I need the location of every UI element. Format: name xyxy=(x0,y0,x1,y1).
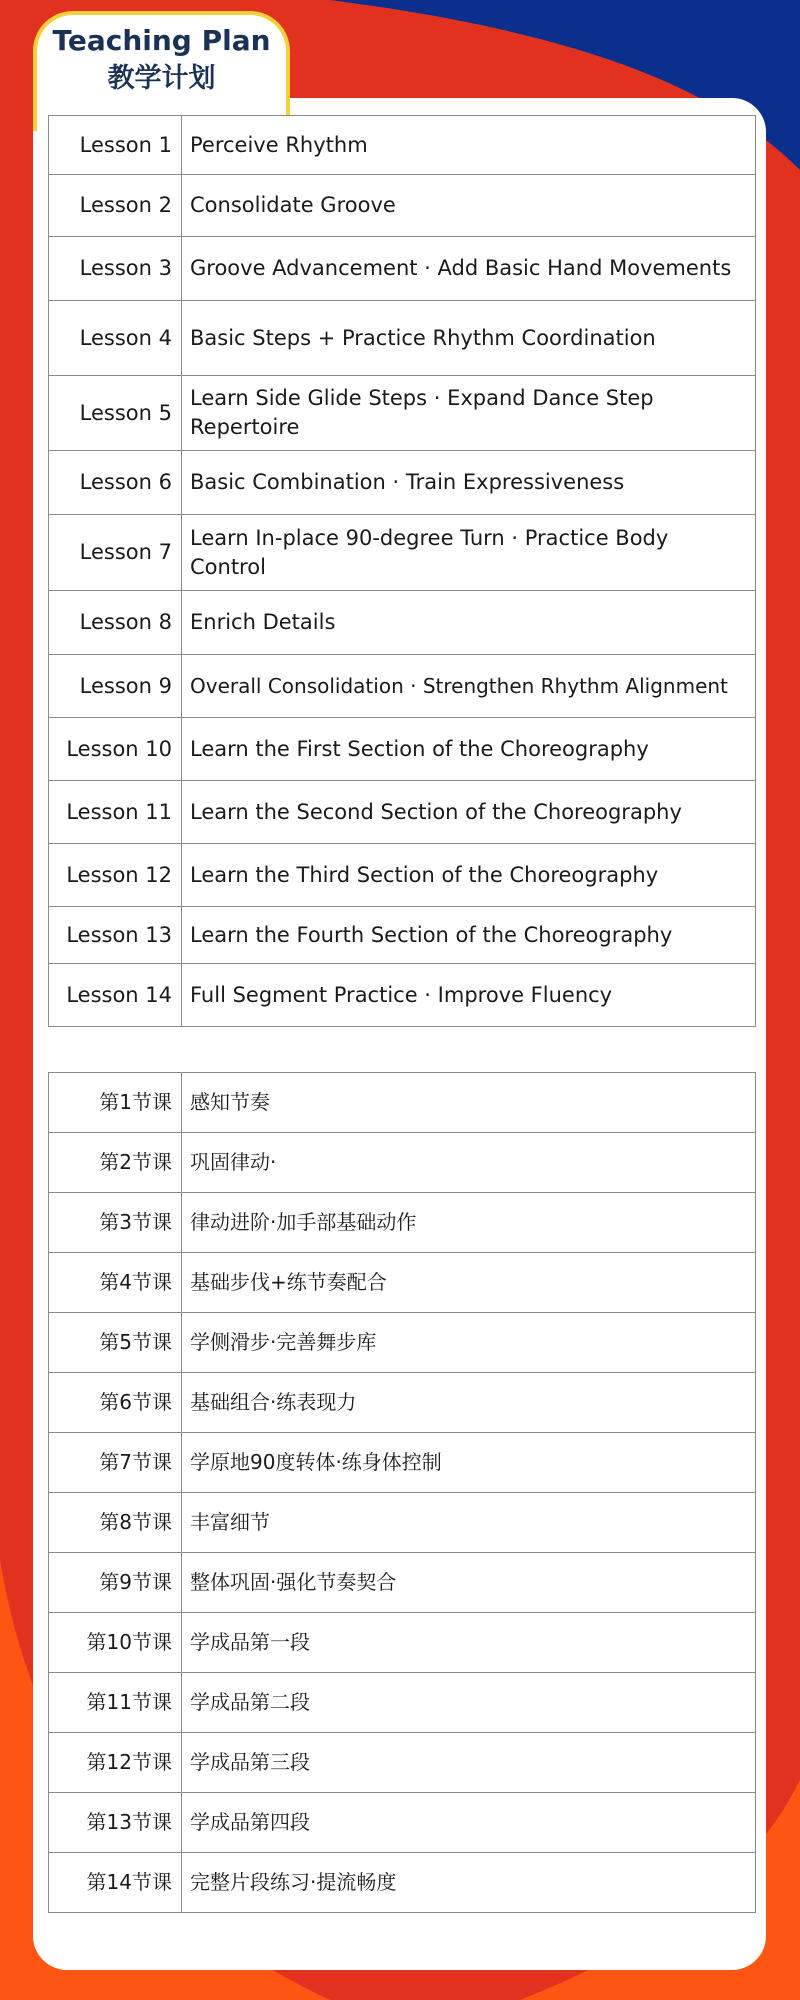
lesson-content: 律动进阶·加手部基础动作 xyxy=(182,1193,756,1253)
lesson-content: Learn Side Glide Steps · Expand Dance Step Repertoire xyxy=(182,376,756,451)
table-row xyxy=(49,1073,756,1133)
table-row xyxy=(49,1613,756,1673)
lesson-number: 第2节课 xyxy=(49,1133,182,1193)
lesson-number: 第12节课 xyxy=(49,1733,182,1793)
lesson-content: 学成品第三段 xyxy=(182,1733,756,1793)
lesson-number: Lesson 8 xyxy=(49,591,182,655)
lesson-content: Basic Combination · Train Expressiveness xyxy=(182,451,756,515)
table-row xyxy=(49,451,756,515)
table-row xyxy=(49,1133,756,1193)
english-lesson-table xyxy=(48,115,756,1027)
lesson-content: Learn the First Section of the Choreography xyxy=(182,718,756,781)
table-row xyxy=(49,781,756,844)
table-row xyxy=(49,301,756,376)
lesson-content: 基础组合·练表现力 xyxy=(182,1373,756,1433)
table-row xyxy=(49,175,756,237)
table-row xyxy=(49,718,756,781)
lesson-content: 巩固律动· xyxy=(182,1133,756,1193)
lesson-content: 学成品第一段 xyxy=(182,1613,756,1673)
lesson-number: Lesson 6 xyxy=(49,451,182,515)
lesson-content: Groove Advancement · Add Basic Hand Movements xyxy=(182,237,756,301)
lesson-content: Learn the Third Section of the Choreography xyxy=(182,844,756,907)
lesson-content: Basic Steps + Practice Rhythm Coordination xyxy=(182,301,756,376)
table-row xyxy=(49,907,756,964)
lesson-content: 学成品第二段 xyxy=(182,1673,756,1733)
lesson-content: Consolidate Groove xyxy=(182,175,756,237)
lesson-content: 丰富细节 xyxy=(182,1493,756,1553)
table-row xyxy=(49,116,756,175)
table-row xyxy=(49,1553,756,1613)
lesson-number: Lesson 1 xyxy=(49,116,182,175)
lesson-number: Lesson 12 xyxy=(49,844,182,907)
lesson-content: Overall Consolidation · Strengthen Rhythm Alignment xyxy=(182,655,756,718)
lesson-number: Lesson 5 xyxy=(49,376,182,451)
table-row xyxy=(49,1793,756,1853)
lesson-number: 第4节课 xyxy=(49,1253,182,1313)
table-row xyxy=(49,1193,756,1253)
table-row xyxy=(49,376,756,451)
lesson-number: Lesson 14 xyxy=(49,964,182,1027)
chinese-lesson-table xyxy=(48,1072,756,1913)
lesson-number: 第10节课 xyxy=(49,1613,182,1673)
lesson-content: 学原地90度转体·练身体控制 xyxy=(182,1433,756,1493)
title-english: Teaching Plan xyxy=(52,24,271,57)
lesson-content: 学成品第四段 xyxy=(182,1793,756,1853)
lesson-number: 第13节课 xyxy=(49,1793,182,1853)
lesson-number: 第1节课 xyxy=(49,1073,182,1133)
lesson-number: Lesson 3 xyxy=(49,237,182,301)
lesson-content: 基础步伐+练节奏配合 xyxy=(182,1253,756,1313)
lesson-content: Perceive Rhythm xyxy=(182,116,756,175)
table-row xyxy=(49,1373,756,1433)
lesson-content: Learn In-place 90-degree Turn · Practice Body Control xyxy=(182,515,756,591)
lesson-content: Learn the Fourth Section of the Choreography xyxy=(182,907,756,964)
lesson-number: Lesson 11 xyxy=(49,781,182,844)
lesson-content: 完整片段练习·提流畅度 xyxy=(182,1853,756,1913)
lesson-number: 第6节课 xyxy=(49,1373,182,1433)
table-row xyxy=(49,591,756,655)
lesson-number: Lesson 7 xyxy=(49,515,182,591)
lesson-number: 第5节课 xyxy=(49,1313,182,1373)
lesson-number: Lesson 4 xyxy=(49,301,182,376)
lesson-number: 第8节课 xyxy=(49,1493,182,1553)
lesson-number: 第7节课 xyxy=(49,1433,182,1493)
lesson-content: 整体巩固·强化节奏契合 xyxy=(182,1553,756,1613)
table-row xyxy=(49,1733,756,1793)
lesson-number: 第3节课 xyxy=(49,1193,182,1253)
table-row xyxy=(49,1253,756,1313)
title-chinese: 教学计划 xyxy=(107,63,216,94)
lesson-number: Lesson 13 xyxy=(49,907,182,964)
lesson-number: Lesson 10 xyxy=(49,718,182,781)
table-row xyxy=(49,655,756,718)
table-row xyxy=(49,964,756,1027)
lesson-number: 第11节课 xyxy=(49,1673,182,1733)
lesson-number: Lesson 9 xyxy=(49,655,182,718)
lesson-number: 第9节课 xyxy=(49,1553,182,1613)
table-row xyxy=(49,1673,756,1733)
lesson-content: Learn the Second Section of the Choreography xyxy=(182,781,756,844)
table-row xyxy=(49,1313,756,1373)
lesson-content: 学侧滑步·完善舞步库 xyxy=(182,1313,756,1373)
lesson-number: Lesson 2 xyxy=(49,175,182,237)
title-tab xyxy=(33,11,290,131)
lesson-number: 第14节课 xyxy=(49,1853,182,1913)
lesson-content: 感知节奏 xyxy=(182,1073,756,1133)
lesson-content: Full Segment Practice · Improve Fluency xyxy=(182,964,756,1027)
table-row xyxy=(49,515,756,591)
table-row xyxy=(49,844,756,907)
lesson-content: Enrich Details xyxy=(182,591,756,655)
table-row xyxy=(49,1433,756,1493)
table-row xyxy=(49,1853,756,1913)
table-row xyxy=(49,1493,756,1553)
table-row xyxy=(49,237,756,301)
